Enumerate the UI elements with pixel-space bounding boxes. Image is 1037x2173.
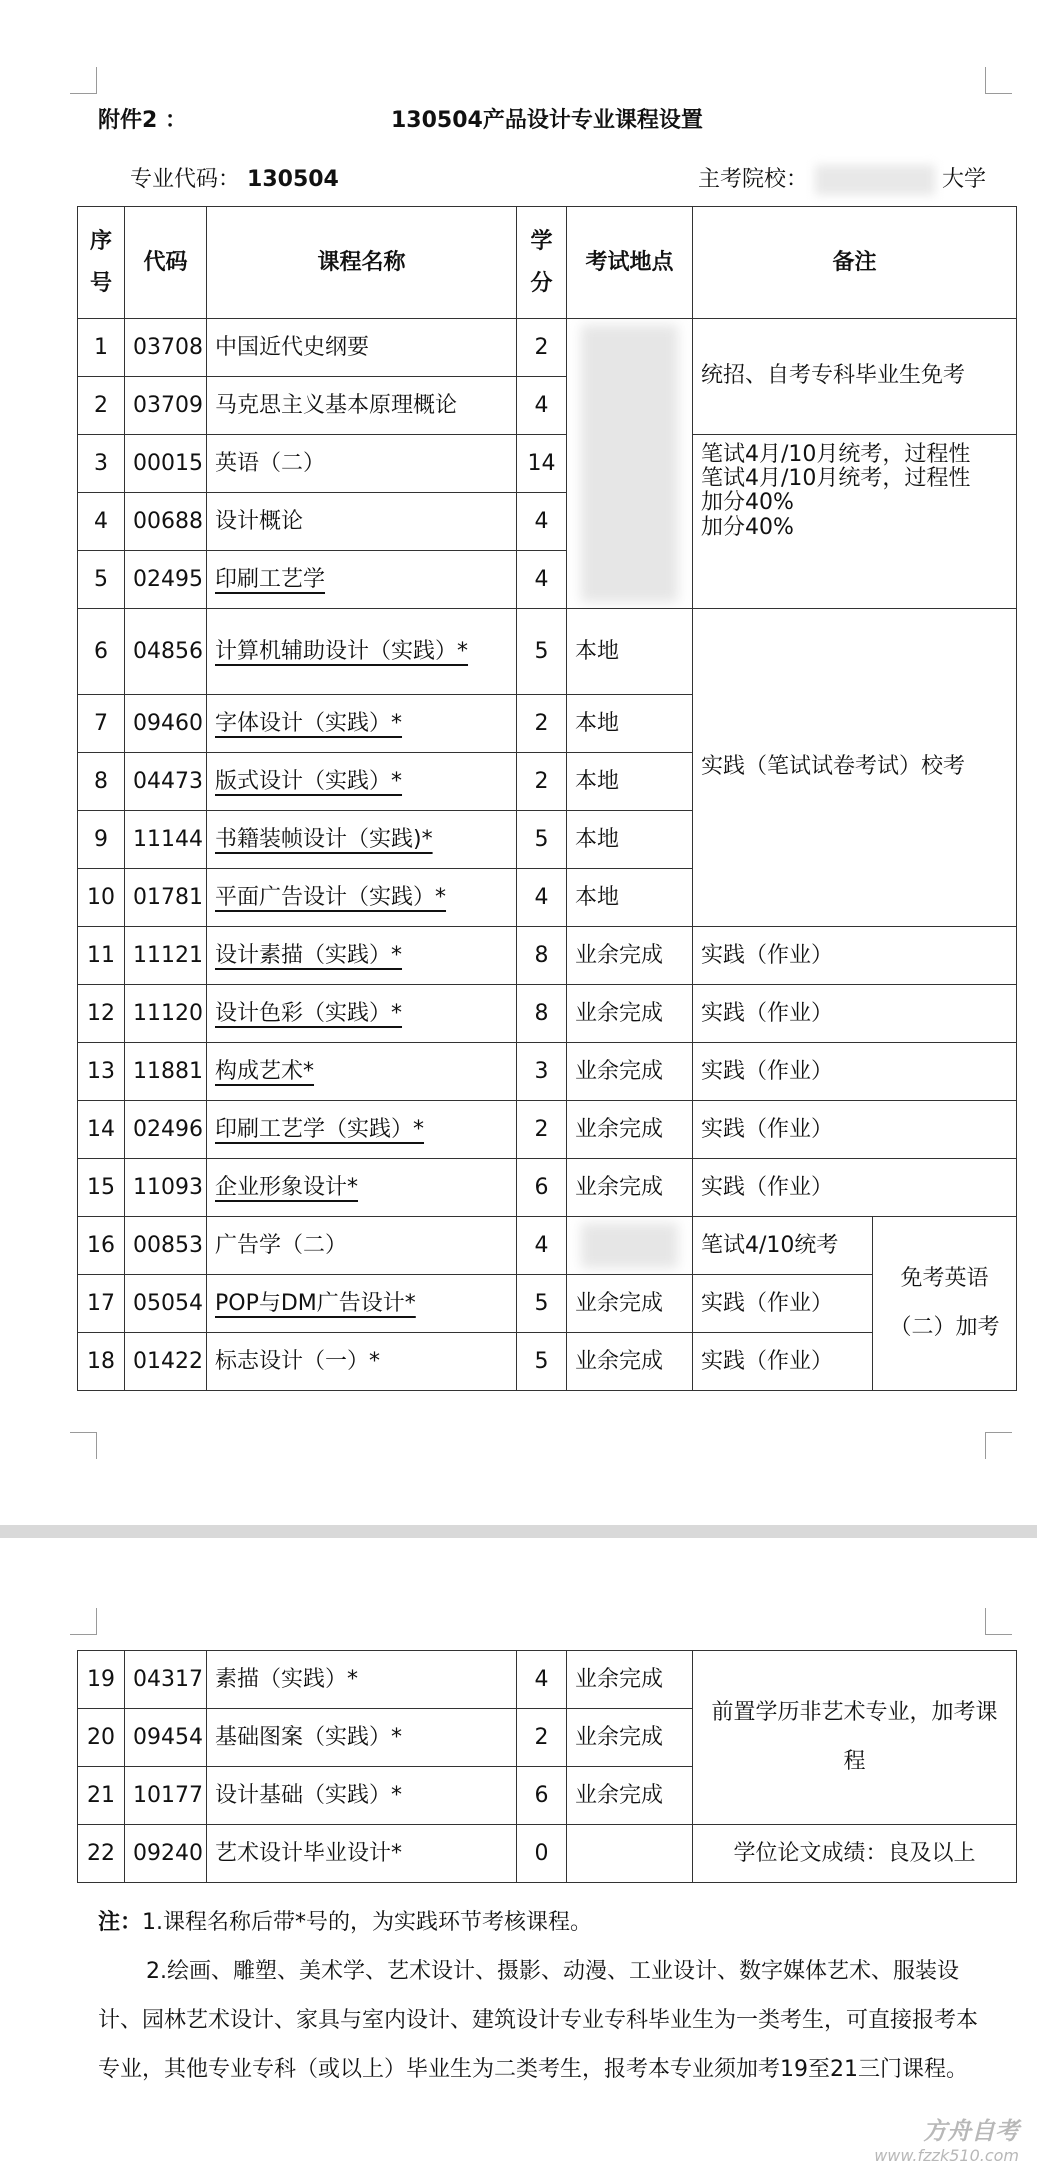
cell-name: 版式设计（实践）* [207,753,517,811]
cell-credit: 2 [517,319,567,377]
cell-seq: 18 [78,1333,125,1391]
crop-mark [70,67,97,94]
cell-seq: 6 [78,609,125,695]
cell-location: 本地 [567,811,693,869]
cell-seq: 14 [78,1101,125,1159]
cell-seq: 3 [78,435,125,493]
cell-seq: 11 [78,927,125,985]
major-code [130,162,339,193]
cell-name: 书籍装帧设计（实践)* [207,811,517,869]
cell-code: 10177 [125,1767,207,1825]
table-row [78,927,1017,985]
cell-code: 11144 [125,811,207,869]
cell-location: 业余完成 [567,927,693,985]
cell-name: 印刷工艺学 [207,551,517,609]
cell-seq: 9 [78,811,125,869]
cell-seq: 13 [78,1043,125,1101]
note-1 [98,1898,978,1947]
cell-location-redacted [567,319,693,609]
cell-seq: 5 [78,551,125,609]
cell-credit: 5 [517,1333,567,1391]
table-row [78,1825,1017,1883]
header-code: 代码 [125,207,207,319]
cell-name: 中国近代史纲要 [207,319,517,377]
cell-credit: 2 [517,1101,567,1159]
crop-mark [985,1432,1012,1459]
cell-location: 本地 [567,695,693,753]
cell-remark: 实践（作业） [693,1159,1017,1217]
header-credit: 学分 [517,207,567,319]
cell-name: 构成艺术* [207,1043,517,1101]
document-page-2 [0,1538,1037,2173]
redacted-school-name [815,165,935,195]
cell-code: 03709 [125,377,207,435]
cell-code: 04317 [125,1651,207,1709]
cell-name: 设计素描（实践）* [207,927,517,985]
crop-mark [985,67,1012,94]
cell-location: 业余完成 [567,1101,693,1159]
cell-remark-side: 免考英语（二）加考 [873,1217,1017,1391]
cell-code: 09454 [125,1709,207,1767]
cell-seq: 15 [78,1159,125,1217]
cell-remark: 笔试4/10统考 [693,1217,873,1275]
notes-section [98,1898,978,2094]
cell-location: 业余完成 [567,985,693,1043]
cell-name: 字体设计（实践）* [207,695,517,753]
cell-code: 00853 [125,1217,207,1275]
table-row [78,985,1017,1043]
cell-credit: 3 [517,1043,567,1101]
cell-seq: 22 [78,1825,125,1883]
cell-seq: 16 [78,1217,125,1275]
cell-credit: 2 [517,753,567,811]
table-row [78,1217,1017,1275]
cell-name: 马克思主义基本原理概论 [207,377,517,435]
cell-seq: 12 [78,985,125,1043]
cell-location [567,1825,693,1883]
cell-remark [693,435,1017,609]
cell-code: 04473 [125,753,207,811]
cell-location-redacted [567,1217,693,1275]
cell-credit: 8 [517,927,567,985]
attachment-label: 附件2 ： [98,108,187,133]
cell-code: 09240 [125,1825,207,1883]
cell-location: 业余完成 [567,1709,693,1767]
exam-school-label: 主考院校： [698,167,809,192]
major-code-label: 专业代码： [130,167,241,192]
exam-school-suffix: 大学 [942,167,987,192]
cell-seq: 1 [78,319,125,377]
cell-credit: 2 [517,1709,567,1767]
cell-name: 设计色彩（实践）* [207,985,517,1043]
table-row [78,1651,1017,1709]
remark-line: 笔试4月/10月统考，过程性 [701,466,971,492]
watermark-brand: 方舟自考 [923,2117,1019,2145]
cell-remark: 实践（作业） [693,1101,1017,1159]
table-row [78,1101,1017,1159]
cell-name: 素描（实践）* [207,1651,517,1709]
cell-seq: 21 [78,1767,125,1825]
cell-seq: 20 [78,1709,125,1767]
cell-credit: 2 [517,695,567,753]
cell-name: 平面广告设计（实践）* [207,869,517,927]
cell-seq: 19 [78,1651,125,1709]
cell-code: 03708 [125,319,207,377]
page-separator [0,1525,1037,1538]
cell-code: 00015 [125,435,207,493]
header-location: 考试地点 [567,207,693,319]
cell-seq: 2 [78,377,125,435]
cell-credit: 6 [517,1159,567,1217]
table-row [78,609,1017,695]
cell-name: 企业形象设计* [207,1159,517,1217]
cell-credit: 4 [517,493,567,551]
exam-school [698,162,986,195]
table-row [78,1043,1017,1101]
cell-code: 05054 [125,1275,207,1333]
table-row [78,1159,1017,1217]
crop-mark [70,1432,97,1459]
cell-remark: 实践（作业） [693,927,1017,985]
cell-name: 英语（二） [207,435,517,493]
cell-remark: 前置学历非艺术专业，加考课程 [693,1651,1017,1825]
cell-code: 02496 [125,1101,207,1159]
cell-code: 02495 [125,551,207,609]
cell-remark: 实践（笔试试卷考试）校考 [693,609,1017,927]
cell-seq: 10 [78,869,125,927]
cell-code: 04856 [125,609,207,695]
cell-name: 标志设计（一）* [207,1333,517,1391]
cell-seq: 7 [78,695,125,753]
cell-name: 设计基础（实践）* [207,1767,517,1825]
cell-credit: 6 [517,1767,567,1825]
header-name: 课程名称 [207,207,517,319]
cell-credit: 5 [517,609,567,695]
cell-credit: 4 [517,377,567,435]
cell-location: 业余完成 [567,1275,693,1333]
table-header-row [78,207,1017,319]
cell-location: 业余完成 [567,1333,693,1391]
cell-credit: 4 [517,1651,567,1709]
cell-code: 11093 [125,1159,207,1217]
cell-code: 00688 [125,493,207,551]
table-row [78,319,1017,377]
cell-name: 艺术设计毕业设计* [207,1825,517,1883]
cell-location: 本地 [567,753,693,811]
cell-code: 09460 [125,695,207,753]
header-seq: 序号 [78,207,125,319]
cell-seq: 8 [78,753,125,811]
header-remark: 备注 [693,207,1017,319]
crop-mark [985,1608,1012,1635]
cell-remark: 实践（作业） [693,1043,1017,1101]
cell-name: 基础图案（实践）* [207,1709,517,1767]
cell-name: 计算机辅助设计（实践）* [207,609,517,695]
cell-code: 01781 [125,869,207,927]
cell-code: 11881 [125,1043,207,1101]
cell-credit: 4 [517,551,567,609]
table-row [78,435,1017,493]
cell-location: 业余完成 [567,1767,693,1825]
cell-credit: 8 [517,985,567,1043]
cell-credit: 14 [517,435,567,493]
course-table-continued [77,1650,1017,1883]
site-watermark [874,2111,1019,2165]
cell-remark: 学位论文成绩：良及以上 [693,1825,1017,1883]
cell-code: 01422 [125,1333,207,1391]
cell-seq: 17 [78,1275,125,1333]
cell-location: 业余完成 [567,1043,693,1101]
major-code-value: 130504 [247,167,339,192]
cell-name: POP与DM广告设计* [207,1275,517,1333]
cell-name: 广告学（二） [207,1217,517,1275]
cell-code: 11121 [125,927,207,985]
cell-name: 设计概论 [207,493,517,551]
cell-location: 本地 [567,869,693,927]
cell-name: 印刷工艺学（实践）* [207,1101,517,1159]
notes-label: 注： [98,1910,143,1935]
note-1-text: 1.课程名称后带*号的，为实践环节考核课程。 [142,1910,593,1935]
cell-remark: 实践（作业） [693,985,1017,1043]
cell-location: 本地 [567,609,693,695]
course-table [77,206,1017,1391]
watermark-url: www.fzzk510.com [874,2146,1019,2165]
cell-remark: 统招、自考专科毕业生免考 [693,319,1017,435]
document-title: 130504产品设计专业课程设置 [391,108,703,133]
cell-remark: 实践（作业） [693,1333,873,1391]
cell-location: 业余完成 [567,1651,693,1709]
cell-code: 11120 [125,985,207,1043]
remark-line: 笔试4月/10月统考，过程性 [701,442,971,467]
cell-credit: 4 [517,869,567,927]
cell-seq: 4 [78,493,125,551]
cell-remark: 实践（作业） [693,1275,873,1333]
cell-credit: 5 [517,811,567,869]
cell-location: 业余完成 [567,1159,693,1217]
remark-line: 加分40% [701,514,794,540]
remark-line: 加分40% [701,490,794,516]
cell-credit: 5 [517,1275,567,1333]
crop-mark [70,1608,97,1635]
note-2: 2.绘画、雕塑、美术学、艺术设计、摄影、动漫、工业设计、数字媒体艺术、服装设计、园林艺术设计、家具与室内设计、建筑设计专业专科毕业生为一类考生，可直接报考本专业，其他专业专科（或以上）毕业生为二类考生，报考本专业须加考19至21三门课程。 [98,1959,979,2082]
cell-credit: 4 [517,1217,567,1275]
cell-credit: 0 [517,1825,567,1883]
